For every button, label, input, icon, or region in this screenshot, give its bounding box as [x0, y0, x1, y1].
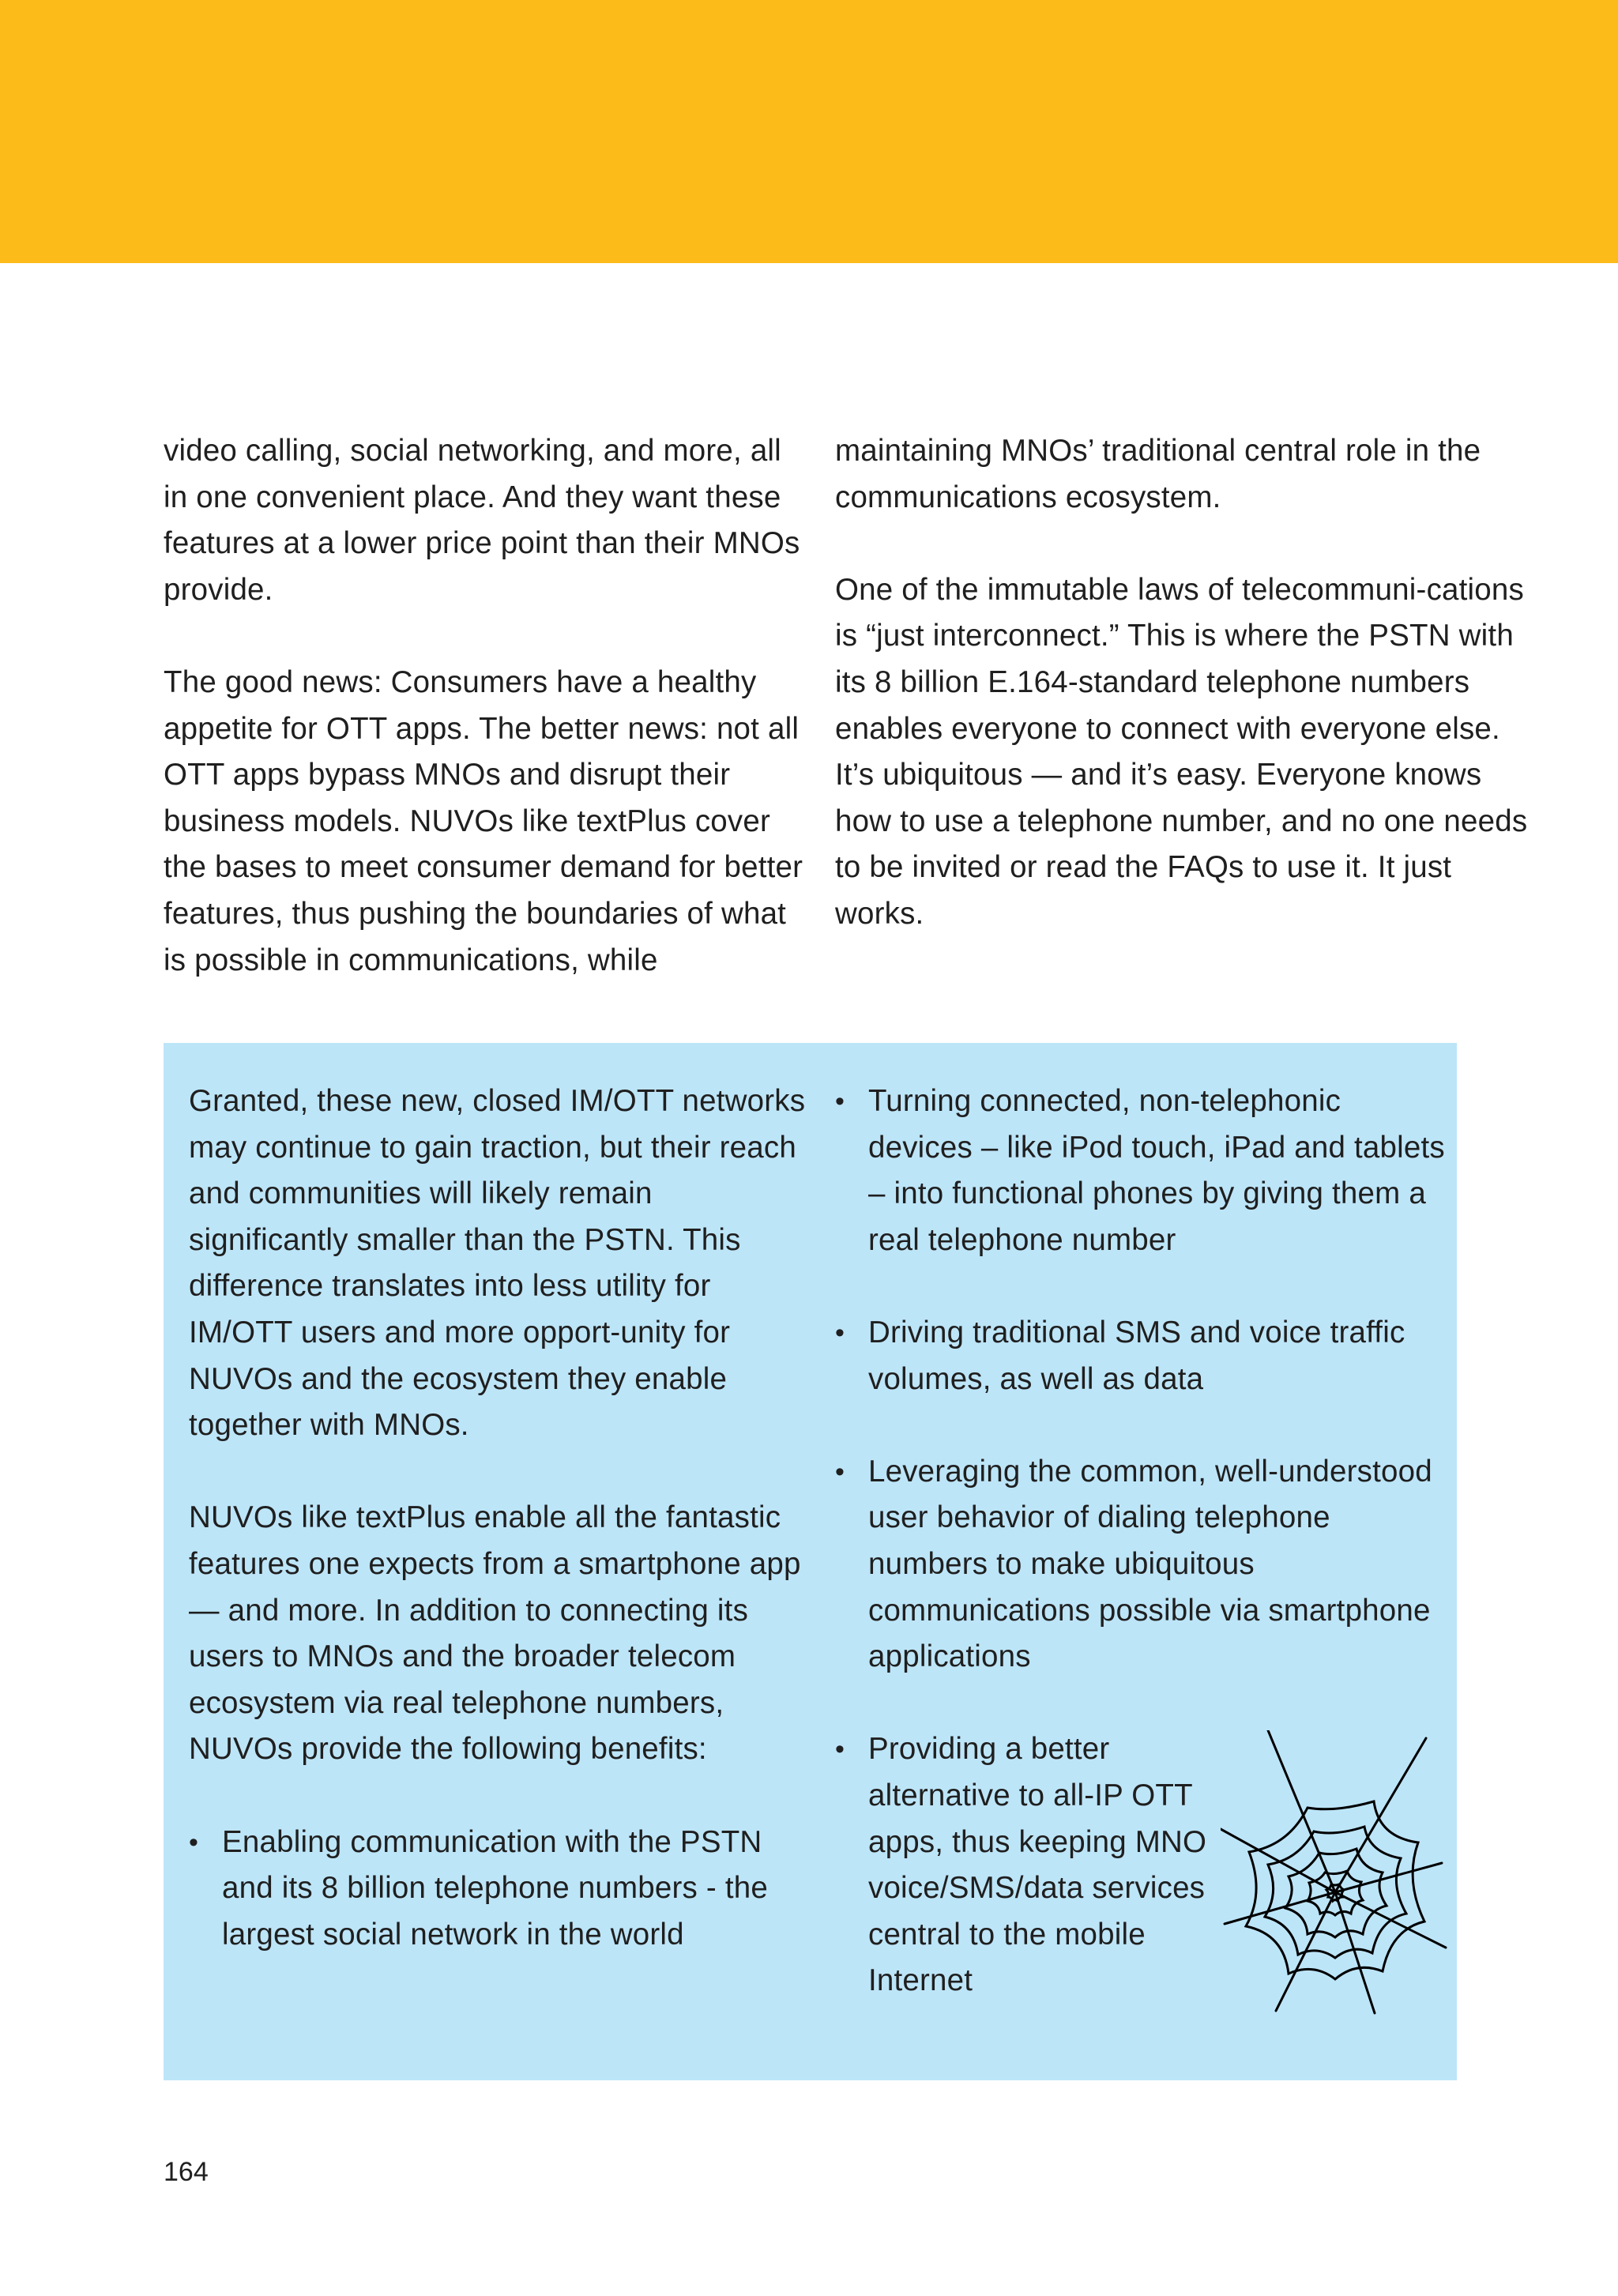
- text-column-left: [164, 428, 803, 984]
- callout-column-left: [189, 1078, 813, 1958]
- spider-web-icon: [1221, 1730, 1450, 2023]
- page-number: 164: [164, 2157, 209, 2187]
- list-item: • Leveraging the common, well-understood user behavior of dialing telephone numbers to make ubiquitous communications possible via smartphone applications: [835, 1449, 1451, 1681]
- list-item: • Driving traditional SMS and voice traffic volumes, as well as data: [835, 1310, 1451, 1402]
- paragraph: One of the immutable laws of telecommuni-cations is “just interconnect.” This is where the PSTN with its 8 billion E.164-standard telephone numbers enables everyone to connect with everyone else. It’s ubiquitous — and it’s easy. Everyone knows how to use a telephone number, and no one needs to be invited or read the FAQs to use it. It just works.: [835, 572, 1528, 931]
- paragraph: maintaining MNOs’ traditional central role in the communications ecosystem.: [835, 434, 1481, 514]
- list-item: • Enabling communication with the PSTN and its 8 billion telephone numbers - the largest social network in the world: [189, 1820, 813, 1959]
- header-banner: [0, 0, 1618, 263]
- list-item: • Turning connected, non-telephonic devices – like iPod touch, iPad and tablets – into functional phones by giving them a real telephone number: [835, 1078, 1451, 1263]
- paragraph: The good news: Consumers have a healthy appetite for OTT apps. The better news: not all OTT apps bypass MNOs and disrupt their business models. NUVOs like textPlus cover the bases to meet consumer demand for better features, thus pushing the boundaries of what is possible in communications, while: [164, 664, 803, 977]
- text-column-right: [835, 428, 1546, 938]
- paragraph: video calling, social networking, and more, all in one convenient place. And they want these features at a lower price point than their MNOs provide.: [164, 434, 800, 607]
- benefits-list: [189, 1820, 813, 1959]
- paragraph: NUVOs like textPlus enable all the fantastic features one expects from a smartphone app — and more. In addition to connecting its users to MNOs and the broader telecom ecosystem via real telephone numbers, NUVOs provide the following benefits:: [189, 1500, 801, 1767]
- paragraph: Granted, these new, closed IM/OTT networks may continue to gain traction, but their reach and communities will likely remain significantly smaller than the PSTN. This difference translates into less utility for IM/OTT users and more opport-unity for NUVOs and the ecosystem they enable together with MNOs.: [189, 1084, 806, 1443]
- list-item: • Providing a better alternative to all-IP OTT apps, thus keeping MNO voice/SMS/data services central to the mobile Internet: [835, 1726, 1216, 2004]
